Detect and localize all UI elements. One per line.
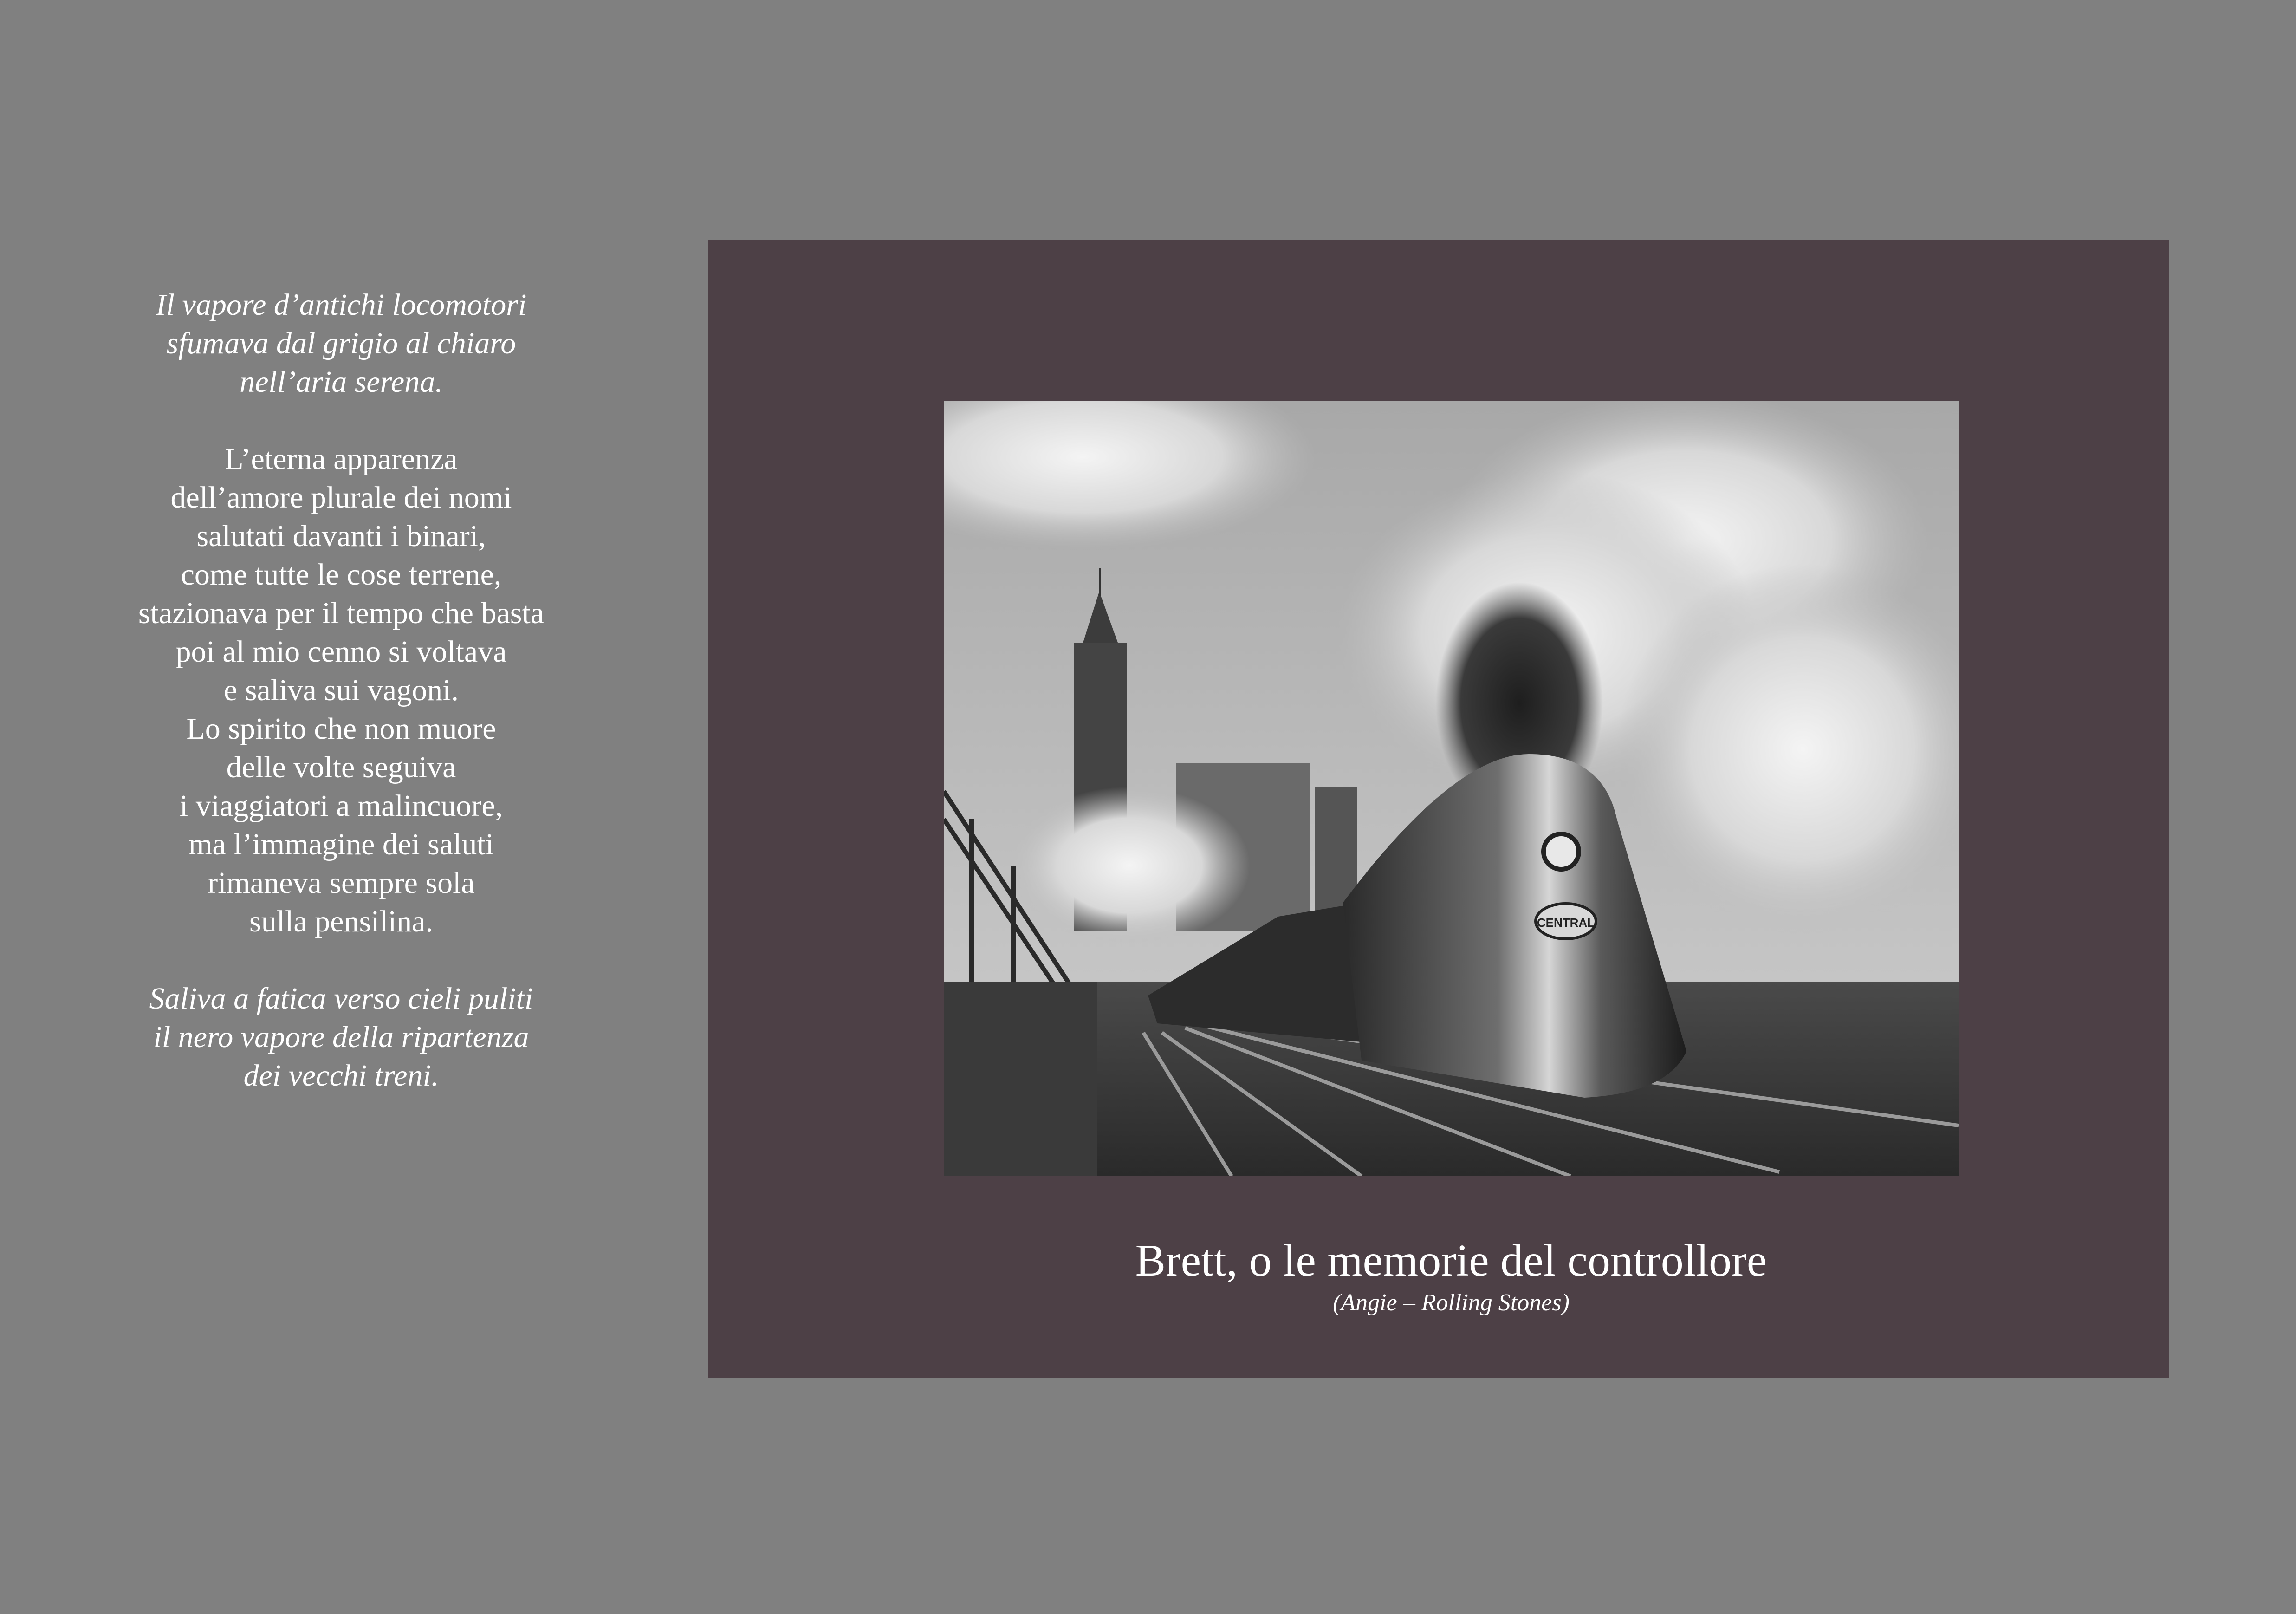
poem: [46, 286, 636, 1095]
poem-line: rimaneva sempre sola: [208, 866, 475, 900]
poem-line: dell’amore plurale dei nomi: [170, 481, 512, 514]
poem-line: Lo spirito che non muore: [186, 712, 496, 746]
caption-subtitle: (Angie – Rolling Stones): [1333, 1289, 1570, 1316]
poem-line: stazionava per il tempo che basta: [138, 596, 545, 630]
poem-line: delle volte seguiva: [226, 750, 456, 784]
poem-line: e saliva sui vagoni.: [224, 673, 459, 707]
poem-line: Saliva a fatica verso cieli puliti: [149, 982, 533, 1015]
photo-panel: [708, 240, 2169, 1378]
poem-line: L’eterna apparenza: [225, 442, 458, 476]
poem-line: sfumava dal grigio al chiaro: [166, 326, 516, 360]
poem-line: i viaggiatori a malincuore,: [179, 789, 503, 823]
poem-line: come tutte le cose terrene,: [181, 558, 502, 592]
poem-line: il nero vapore della ripartenza: [153, 1020, 529, 1054]
poem-line: salutati davanti i binari,: [196, 519, 486, 553]
poem-line: ma l’immagine dei saluti: [188, 827, 494, 861]
poem-line: dei vecchi treni.: [243, 1059, 439, 1093]
poem-line: Il vapore d’antichi locomotori: [156, 288, 527, 322]
poem-stanza-3: [46, 979, 636, 1095]
poem-line: sulla pensilina.: [249, 905, 433, 938]
poem-stanza-2: [46, 440, 636, 941]
poem-line: nell’aria serena.: [240, 365, 443, 399]
steam-locomotive-photo: [944, 401, 1959, 1176]
poem-stanza-1: [46, 286, 636, 401]
locomotive-photo-illustration: [944, 401, 1959, 1176]
caption-title: Brett, o le memorie del controllore: [1135, 1236, 1767, 1286]
locomotive-emblem: CENTRAL: [1537, 916, 1595, 930]
poem-line: poi al mio cenno si voltava: [175, 635, 507, 669]
